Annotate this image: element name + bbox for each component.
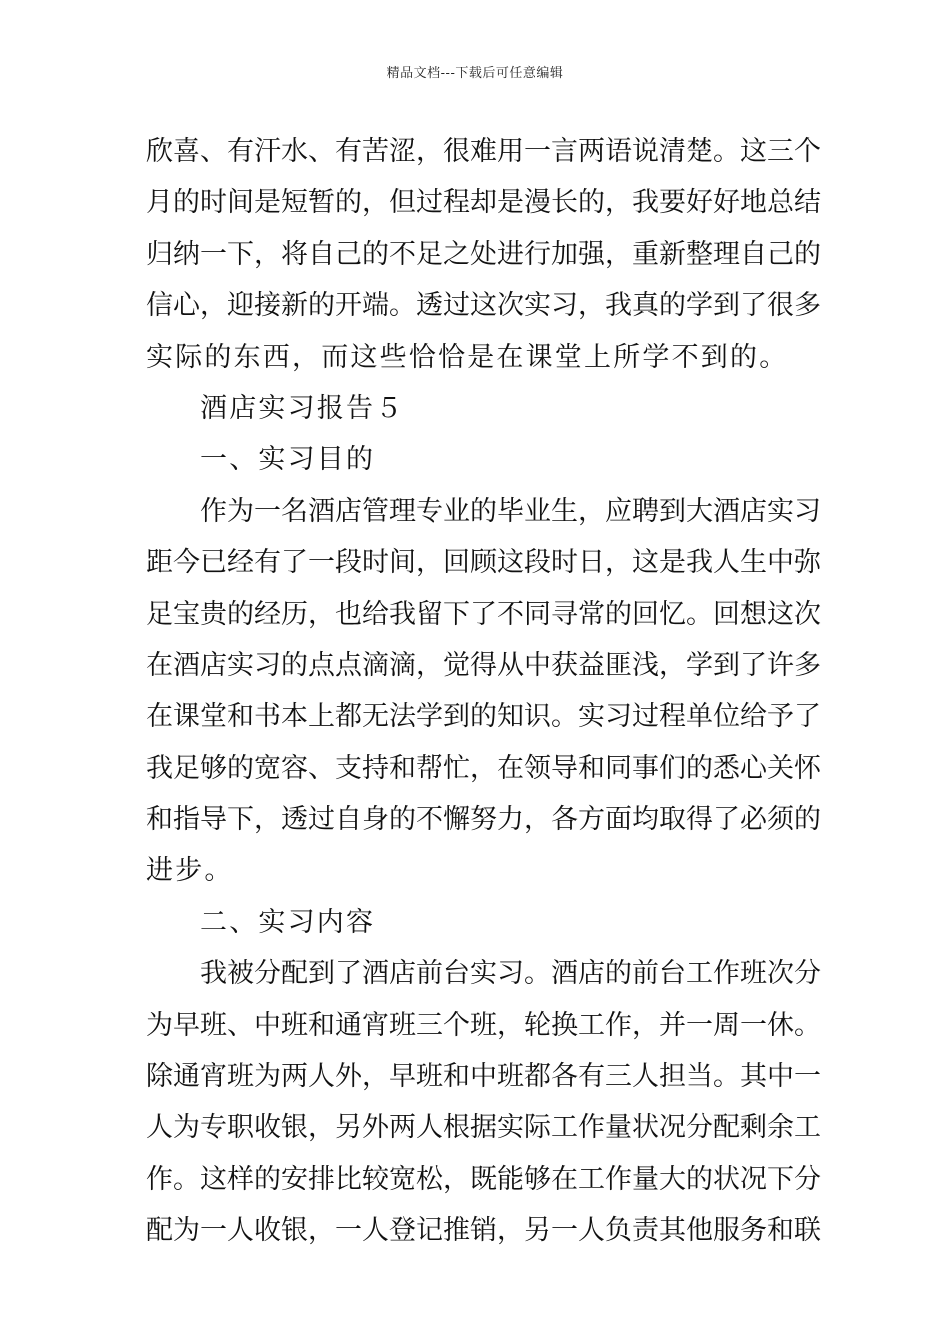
text-line: 足宝贵的经历，也给我留下了不同寻常的回忆。回想这次 bbox=[146, 598, 821, 630]
text-line: 我被分配到了酒店前台实习。酒店的前台工作班次分 bbox=[200, 958, 821, 990]
text-line: 距今已经有了一段时间，回顾这段时日，这是我人生中弥 bbox=[146, 547, 821, 579]
document-body bbox=[146, 126, 821, 1257]
text-line: 作。这样的安排比较宽松，既能够在工作量大的状况下分 bbox=[146, 1163, 821, 1195]
text-line: 为早班、中班和通宵班三个班，轮换工作，并一周一休。 bbox=[146, 1009, 821, 1041]
page-header: 精品文档---下载后可任意编辑 bbox=[386, 66, 564, 81]
text-line: 除通宵班为两人外，早班和中班都各有三人担当。其中一 bbox=[146, 1061, 821, 1093]
text-line: 在课堂和书本上都无法学到的知识。实习过程单位给予了 bbox=[146, 701, 821, 733]
text-line: 作为一名酒店管理专业的毕业生，应聘到大酒店实习 bbox=[200, 495, 821, 527]
text-line: 人为专职收银，另外两人根据实际工作量状况分配剩余工 bbox=[146, 1112, 821, 1144]
text-line: 实际的东西，而这些恰恰是在课堂上所学不到的。 bbox=[146, 341, 789, 373]
section-heading: 一、实习目的 bbox=[200, 444, 376, 476]
text-line: 和指导下，透过自身的不懈努力，各方面均取得了必须的 bbox=[146, 804, 821, 836]
section-title: 酒店实习报告５ bbox=[200, 392, 405, 424]
text-line: 归纳一下，将自己的不足之处进行加强，重新整理自己的 bbox=[146, 238, 821, 270]
text-line: 我足够的宽容、支持和帮忙，在领导和同事们的悉心关怀 bbox=[146, 752, 821, 784]
text-line: 进步。 bbox=[146, 855, 234, 887]
text-line: 在酒店实习的点点滴滴，觉得从中获益匪浅，学到了许多 bbox=[146, 649, 821, 681]
text-line: 信心，迎接新的开端。透过这次实习，我真的学到了很多 bbox=[146, 290, 821, 322]
text-line: 配为一人收银，一人登记推销，另一人负责其他服务和联 bbox=[146, 1215, 821, 1247]
text-line: 月的时间是短暂的，但过程却是漫长的，我要好好地总结 bbox=[146, 187, 821, 219]
section-heading: 二、实习内容 bbox=[200, 906, 376, 938]
text-line: 欣喜、有汗水、有苦涩，很难用一言两语说清楚。这三个 bbox=[146, 136, 821, 167]
